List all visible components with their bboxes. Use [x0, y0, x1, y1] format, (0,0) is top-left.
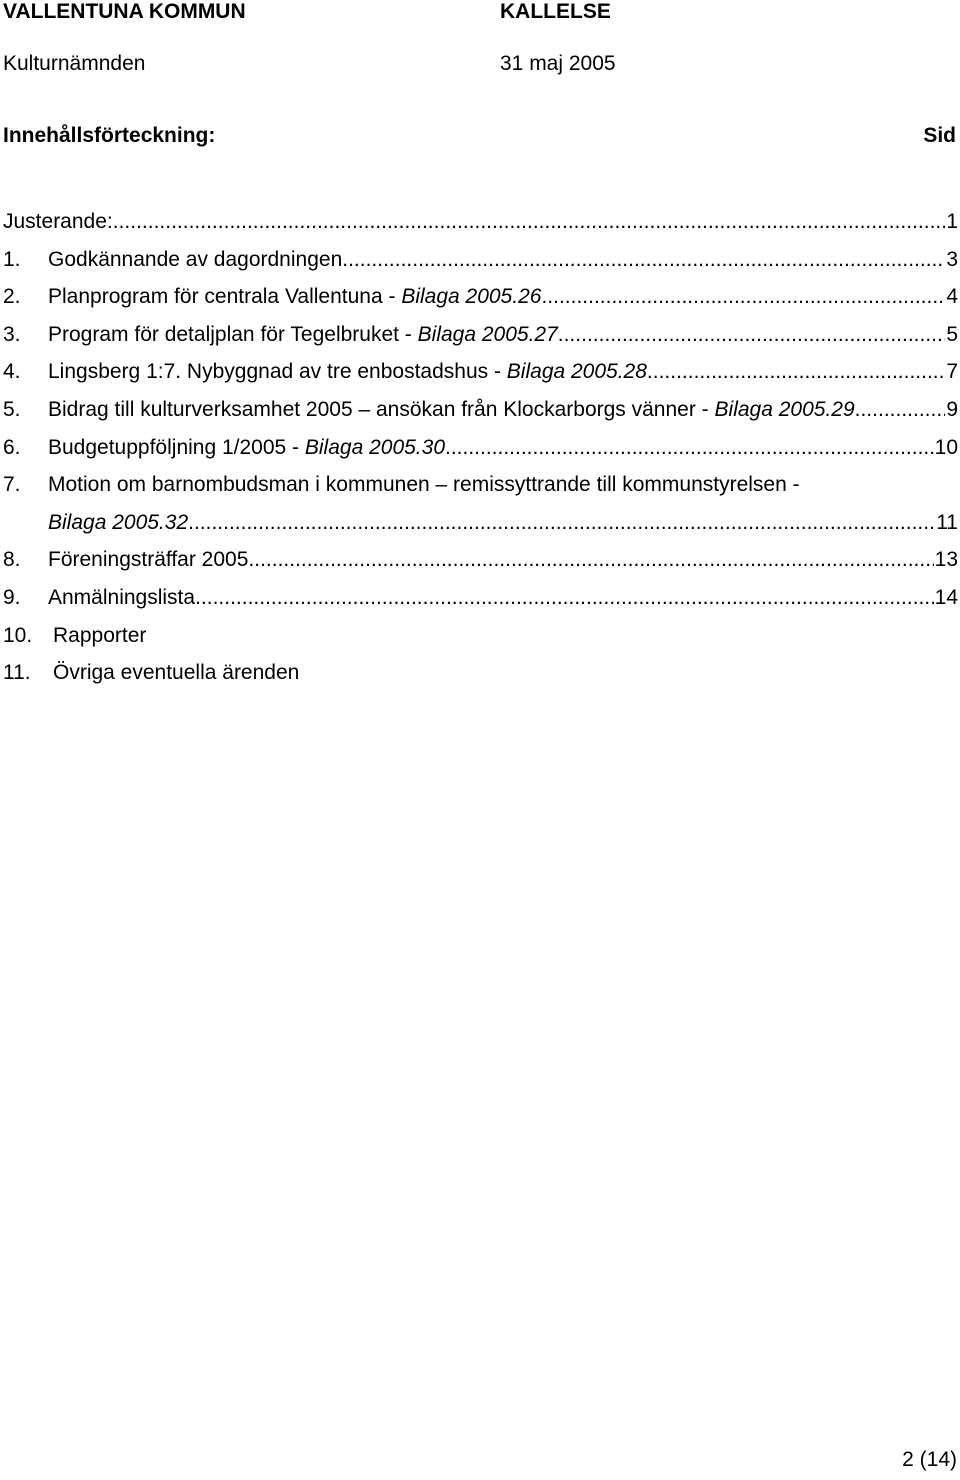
toc-entry[interactable] [3, 398, 958, 436]
toc-entry-title [48, 285, 541, 309]
dot-leader [558, 323, 946, 347]
dot-leader [541, 285, 945, 309]
toc-entry-number: 3. [3, 322, 21, 346]
toc-entry-title [48, 436, 445, 460]
toc-entry-title-text: Program för detaljplan för Tegelbruket - [48, 322, 418, 346]
dot-leader [445, 436, 934, 460]
toc-entry[interactable] [3, 323, 958, 361]
toc-entry-number: 10. [3, 623, 33, 647]
meeting-date: 31 maj 2005 [500, 52, 616, 75]
toc-entry-title-text: Budgetuppföljning 1/2005 - [48, 435, 305, 459]
toc-entry-title-text: Lingsberg 1:7. Nybyggnad av tre enbostadshus - [48, 360, 507, 384]
toc-entry-page: 5 [946, 322, 958, 346]
toc-entry[interactable] [3, 548, 958, 586]
dot-leader [195, 586, 934, 610]
document-type: KALLELSE [500, 0, 611, 23]
toc-entry-number: 11. [3, 661, 31, 685]
dot-leader [855, 398, 946, 422]
toc-entry-page: 7 [946, 360, 958, 384]
attachment-reference: Bilaga 2005.26 [401, 285, 542, 309]
department-name: Kulturnämnden [3, 52, 146, 75]
toc-entry-page: 4 [946, 285, 958, 309]
toc-entry-continuation[interactable] [3, 511, 958, 549]
toc-entry-page: 3 [946, 247, 958, 271]
toc-entry-number: 4. [3, 360, 21, 384]
toc-entry-page: 9 [946, 397, 958, 421]
toc-heading: Innehållsförteckning: [3, 124, 216, 147]
toc-entry-title: Rapporter [53, 623, 147, 647]
toc-entry-number: 5. [3, 397, 21, 421]
toc-entry-title: Motion om barnombudsman i kommunen – remissyttrande till kommunstyrelsen - [48, 473, 800, 497]
toc-entry-title [48, 398, 855, 422]
dot-leader [188, 511, 935, 535]
toc-entry[interactable] [3, 210, 958, 248]
attachment-reference: Bilaga 2005.28 [506, 360, 647, 384]
toc-page-column-heading: Sid [923, 124, 956, 147]
dot-leader [113, 210, 946, 234]
toc-entry[interactable] [3, 624, 958, 662]
toc-entry-page: 1 [946, 210, 958, 233]
toc-entry-number: 6. [3, 435, 21, 459]
toc-entry-page: 13 [934, 548, 958, 572]
toc-entry[interactable] [3, 661, 958, 699]
toc-entry-title-text: Planprogram för centrala Vallentuna - [48, 285, 402, 309]
table-of-contents [3, 210, 958, 699]
toc-entry-title [48, 323, 558, 347]
toc-entry-title: Föreningsträffar 2005 [48, 548, 249, 572]
toc-entry[interactable] [3, 360, 958, 398]
toc-entry-number: 8. [3, 548, 21, 572]
toc-entry-title: Anmälningslista [48, 585, 196, 609]
toc-entry-number: 9. [3, 585, 21, 609]
toc-entry[interactable] [3, 586, 958, 624]
toc-entry-number: 7. [3, 473, 21, 497]
toc-entry-number: 2. [3, 285, 21, 309]
attachment-reference: Bilaga 2005.32 [48, 510, 189, 534]
attachment-reference: Bilaga 2005.29 [714, 397, 855, 421]
dot-leader [248, 548, 933, 572]
toc-entry[interactable] [3, 248, 958, 286]
toc-entry-title: Övriga eventuella ärenden [53, 661, 300, 685]
toc-entry[interactable] [3, 473, 958, 511]
toc-entry-title [48, 511, 188, 535]
attachment-reference: Bilaga 2005.27 [417, 322, 558, 346]
toc-entry-page: 14 [934, 585, 958, 609]
toc-entry[interactable] [3, 285, 958, 323]
toc-entry-page: 11 [936, 510, 958, 534]
toc-entry-title: Justerande: [3, 210, 113, 233]
toc-entry-page: 10 [934, 435, 958, 459]
organization-name: VALLENTUNA KOMMUN [3, 0, 246, 23]
toc-entry-title [48, 360, 647, 384]
toc-entry[interactable] [3, 436, 958, 474]
attachment-reference: Bilaga 2005.30 [304, 435, 445, 459]
toc-entry-title-text: Bidrag till kulturverksamhet 2005 – ansökan från Klockarborgs vänner - [48, 397, 715, 421]
dot-leader [342, 248, 945, 272]
page-indicator: 2 (14) [902, 1448, 957, 1471]
toc-entry-number: 1. [3, 247, 21, 271]
toc-entry-title: Godkännande av dagordningen [48, 247, 343, 271]
dot-leader [647, 360, 945, 384]
